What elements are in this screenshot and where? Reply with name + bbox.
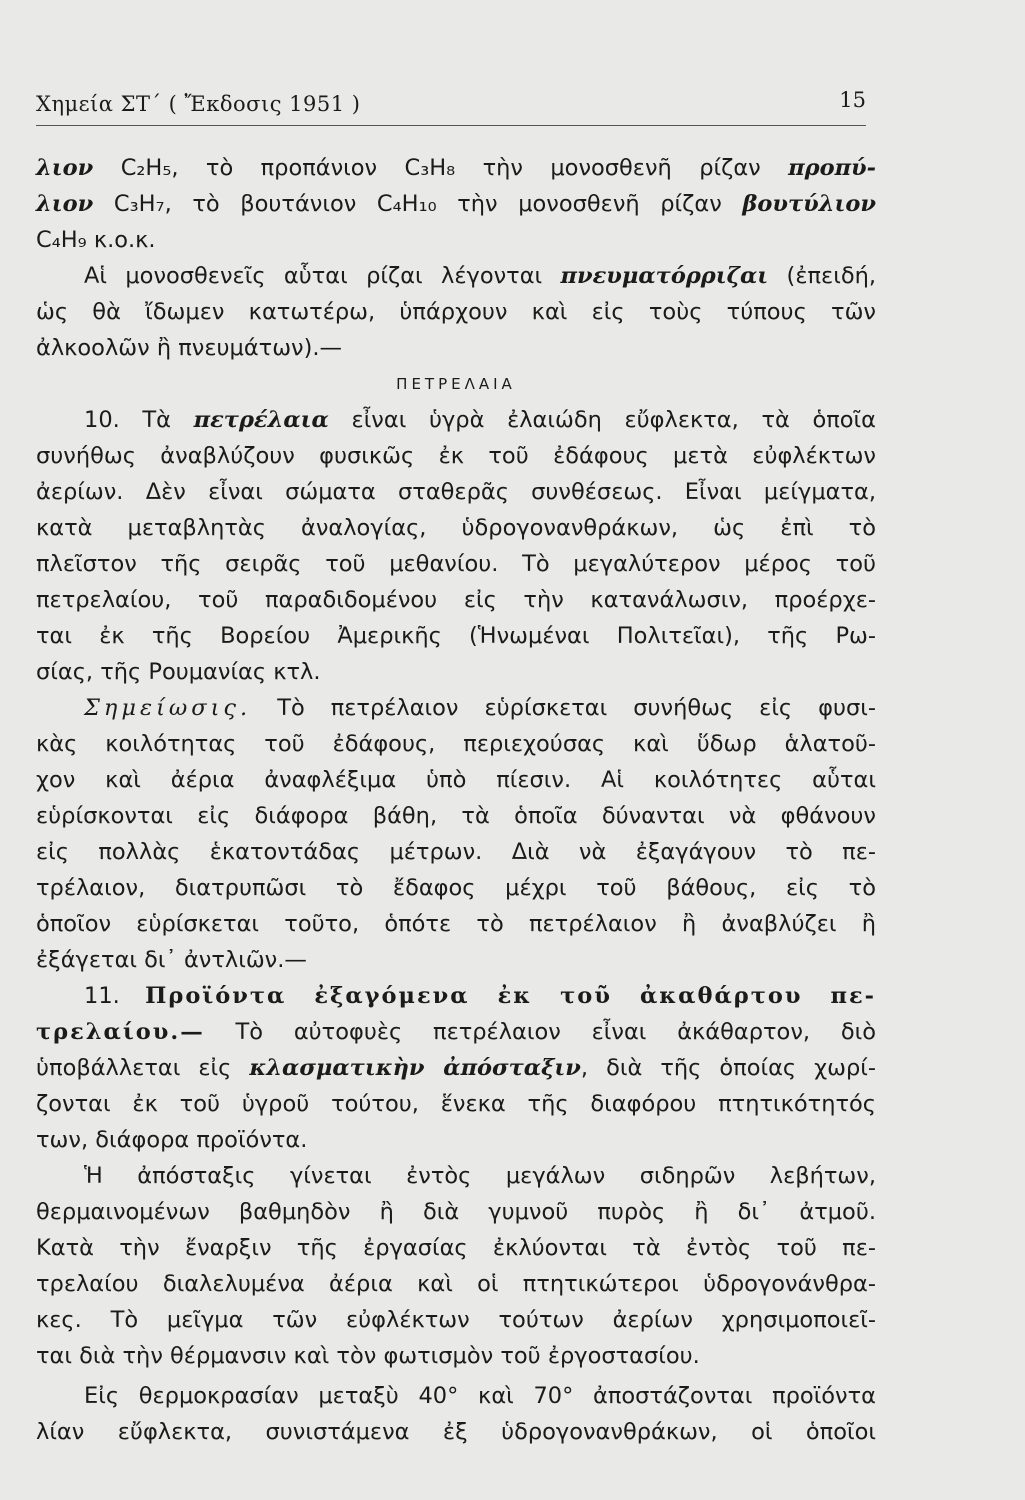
line-text: τρέλαιον, διατρυπῶσι τὸ ἔδαφος μέχρι τοῦ βάθους, εἰς τὸ xyxy=(36,875,876,901)
line-text: ται διὰ τὴν θέρμανσιν καὶ τὸν φωτισμὸν τοῦ ἐργοστασίου. xyxy=(36,1343,700,1369)
line-text: πλεῖστον τῆς σειρᾶς τοῦ μεθανίου. Τὸ μεγαλύτερον μέρος τοῦ xyxy=(36,551,876,577)
line-text: C₂H₅, τὸ προπάνιον C₃H₈ τὴν μονοσθενῆ ρίζαν xyxy=(93,155,789,181)
text-line xyxy=(36,186,876,222)
line-text: πετρελαίου, τοῦ παραδιδομένου εἰς τὴν κατανάλωσιν, προέρχε- xyxy=(36,587,876,613)
line-text: Κατὰ τὴν ἔναρξιν τῆς ἐργασίας ἐκλύονται τὰ ἐντὸς τοῦ πε- xyxy=(36,1235,876,1261)
line-text: ζονται ἐκ τοῦ ὑγροῦ τούτου, ἕνεκα τῆς διαφόρου πτητικότητός xyxy=(36,1091,876,1117)
text-line xyxy=(36,870,876,906)
text-line xyxy=(36,1158,876,1194)
text-line xyxy=(36,798,876,834)
line-text: , διὰ τῆς ὁποίας χωρί- xyxy=(580,1055,876,1081)
line-text: 10. Τὰ xyxy=(84,407,194,433)
emphasis-text: Σημείωσις. xyxy=(84,695,252,721)
line-text: 11. xyxy=(84,983,146,1009)
line-text: Ἡ ἀπόσταξις γίνεται ἐντὸς μεγάλων σιδηρῶν λεβήτων, xyxy=(84,1163,876,1189)
emphasis-text: λιον xyxy=(36,155,94,181)
text-line xyxy=(36,1378,876,1414)
text-line xyxy=(36,474,876,510)
text-line xyxy=(36,978,876,1014)
line-text: εἰς πολλὰς ἑκατοντάδας μέτρων. Διὰ νὰ ἐξαγάγουν τὸ πε- xyxy=(36,839,876,865)
text-line xyxy=(36,222,876,258)
text-line xyxy=(36,942,876,978)
line-text: σίας, τῆς Ρουμανίας κτλ. xyxy=(36,659,321,685)
emphasis-text: βουτύλιον xyxy=(742,191,876,217)
line-text: λίαν εὔφλεκτα, συνιστάμενα ἐξ ὑδρογονανθράκων, οἱ ὁποῖοι xyxy=(36,1419,876,1445)
text-line xyxy=(36,1302,876,1338)
text-line xyxy=(36,1122,876,1158)
text-line xyxy=(36,654,876,690)
emphasis-text: πνευματόρριζαι xyxy=(560,263,769,289)
line-text: των, διάφορα προϊόντα. xyxy=(36,1127,308,1153)
text-line xyxy=(36,510,876,546)
line-text: ἐξάγεται δι᾽ ἀντλιῶν.— xyxy=(36,947,307,973)
text-line xyxy=(36,258,876,294)
text-line xyxy=(36,1338,876,1374)
emphasis-text: Προϊόντα ἐξαγόμενα ἐκ τοῦ ἀκαθάρτου πε- xyxy=(145,983,876,1009)
text-line xyxy=(36,1230,876,1266)
body-text xyxy=(36,150,876,1450)
line-text: Τὸ αὐτοφυὲς πετρέλαιον εἶναι ἀκάθαρτον, διὸ xyxy=(204,1019,876,1045)
emphasis-text: λιον xyxy=(36,191,94,217)
text-line xyxy=(36,402,876,438)
line-text: ὑποβάλλεται εἰς xyxy=(36,1055,250,1081)
text-line xyxy=(36,834,876,870)
line-text: Αἱ μονοσθενεῖς αὗται ρίζαι λέγονται xyxy=(84,263,561,289)
line-text: Τὸ πετρέλαιον εὑρίσκεται συνήθως εἰς φυσι- xyxy=(251,695,876,721)
page-number: 15 xyxy=(839,88,866,112)
line-text: C₄H₉ κ.ο.κ. xyxy=(36,227,156,253)
line-text: κὰς κοιλότητας τοῦ ἐδάφους, περιεχούσας καὶ ὕδωρ ἁλατοῦ- xyxy=(36,731,876,757)
line-text: ὡς θὰ ἴδωμεν κατωτέρω, ὑπάρχουν καὶ εἰς τοὺς τύπους τῶν xyxy=(36,299,876,325)
emphasis-text: τρελαίου.— xyxy=(36,1019,205,1045)
text-line xyxy=(36,330,876,366)
text-line xyxy=(36,1014,876,1050)
emphasis-text: πετρέλαια xyxy=(193,407,329,433)
text-line xyxy=(36,1266,876,1302)
text-line xyxy=(36,1050,876,1086)
text-line xyxy=(36,546,876,582)
text-line xyxy=(36,618,876,654)
text-line xyxy=(36,582,876,618)
line-text: εὑρίσκονται εἰς διάφορα βάθη, τὰ ὁποῖα δύνανται νὰ φθάνουν xyxy=(36,803,876,829)
running-header xyxy=(36,88,866,128)
text-line xyxy=(36,1086,876,1122)
line-text: ἀερίων. Δὲν εἶναι σώματα σταθερᾶς συνθέσεως. Εἶναι μείγματα, xyxy=(36,479,876,505)
line-text: ἀλκοολῶν ἢ πνευμάτων).— xyxy=(36,335,343,361)
line-text: θερμαινομένων βαθμηδὸν ἢ διὰ γυμνοῦ πυρὸς ἢ δι᾽ ἀτμοῦ. xyxy=(36,1199,876,1225)
line-text: χον καὶ ἀέρια ἀναφλέξιμα ὑπὸ πίεσιν. Αἱ κοιλότητες αὗται xyxy=(36,767,876,793)
line-text: (ἐπειδή, xyxy=(768,263,876,289)
line-text: συνήθως ἀναβλύζουν φυσικῶς ἐκ τοῦ ἐδάφους μετὰ εὐφλέκτων xyxy=(36,443,876,469)
text-line xyxy=(36,438,876,474)
text-line xyxy=(36,1414,876,1450)
line-text: τρελαίου διαλελυμένα ἀέρια καὶ οἱ πτητικώτεροι ὑδρογονάνθρα- xyxy=(36,1271,876,1297)
text-line xyxy=(36,690,876,726)
running-title: Χημεία ΣΤ΄ ( Ἔκδοσις 1951 ) xyxy=(36,92,361,116)
line-text: κες. Τὸ μεῖγμα τῶν εὐφλέκτων τούτων ἀερίων χρησιμοποιεῖ- xyxy=(36,1307,876,1333)
text-line xyxy=(36,906,876,942)
emphasis-text: κλασματικὴν ἀπόσταξιν xyxy=(249,1055,581,1081)
line-text: Εἰς θερμοκρασίαν μεταξὺ 40° καὶ 70° ἀποστάζονται προϊόντα xyxy=(84,1383,876,1409)
line-text: εἶναι ὑγρὰ ἐλαιώδη εὔφλεκτα, τὰ ὁποῖα xyxy=(328,407,876,433)
text-line xyxy=(36,726,876,762)
text-line xyxy=(36,1194,876,1230)
text-line xyxy=(36,762,876,798)
line-text: κατὰ μεταβλητὰς ἀναλογίας, ὑδρογονανθράκων, ὡς ἐπὶ τὸ xyxy=(36,515,876,541)
line-text: ὁποῖον εὑρίσκεται τοῦτο, ὁπότε τὸ πετρέλαιον ἢ ἀναβλύζει ἢ xyxy=(36,911,876,937)
line-text: C₃H₇, τὸ βουτάνιον C₄H₁₀ τὴν μονοσθενῆ ρίζαν xyxy=(93,191,743,217)
line-text: ται ἐκ τῆς Βορείου Ἀμερικῆς (Ἡνωμέναι Πολιτεῖαι), τῆς Ρω- xyxy=(36,623,876,649)
header-rule xyxy=(36,125,866,126)
text-line xyxy=(36,150,876,186)
line-text: ΠΕΤΡΕΛΑΙΑ xyxy=(396,375,516,393)
section-heading xyxy=(36,366,876,402)
emphasis-text: προπύ- xyxy=(788,155,876,181)
text-line xyxy=(36,294,876,330)
